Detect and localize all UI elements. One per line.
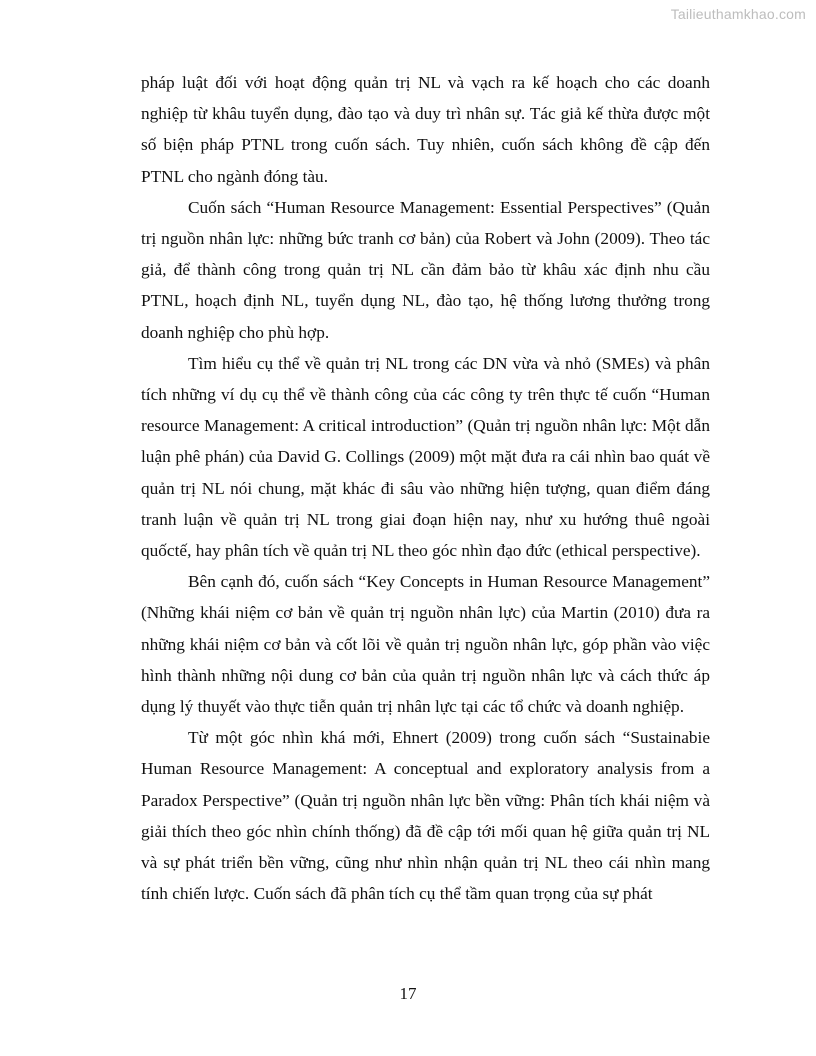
- watermark-text: Tailieuthamkhao.com: [670, 6, 806, 22]
- paragraph-1: pháp luật đối với hoạt động quản trị NL và vạch ra kế hoạch cho các doanh nghiệp từ khâu tuyển dụng, đào tạo và duy trì nhân sự. Tác giả kế thừa được một số biện pháp PTNL trong cuốn sách. Tuy nhiên, cuốn sách không đề cập đến PTNL cho ngành đóng tàu.: [141, 73, 710, 186]
- paragraph-3: Tìm hiểu cụ thể về quản trị NL trong các DN vừa và nhỏ (SMEs) và phân tích những ví dụ cụ thể về thành công của các công ty trên thực tế cuốn “Human resource Management: A critical introduction” (Quản trị nguồn nhân lực: Một dẫn luận phê phán) của David G. Collings (2009) một mặt đưa ra cái nhìn bao quát về quản trị NL nói chung, mặt khác đi sâu vào những hiện tượng, quan điểm đáng tranh luận về quản trị NL trong giai đoạn hiện nay, như xu hướng thuê ngoài quốctế, hay phân tích về quản trị NL theo góc nhìn đạo đức (ethical perspective).: [141, 353, 710, 561]
- page-number: 17: [399, 984, 417, 1003]
- paragraph-5: Từ một góc nhìn khá mới, Ehnert (2009) trong cuốn sách “Sustainabie Human Resource Management: A conceptual and exploratory analysis from a Paradox Perspective” (Quản trị nguồn nhân lực bền vững: Phân tích khái niệm và giải thích theo góc nhìn chính thống) đã đề cập tới mối quan hệ giữa quản trị NL và sự phát triển bền vững, cũng như nhìn nhận quản trị NL theo cái nhìn mang tính chiến lược. Cuốn sách đã phân tích cụ thể tầm quan trọng của sự phát: [141, 728, 710, 904]
- document-body: [141, 67, 710, 909]
- paragraph-4: Bên cạnh đó, cuốn sách “Key Concepts in Human Resource Management” (Những khái niệm cơ bản về quản trị nguồn nhân lực) của Martin (2010) đưa ra những khái niệm cơ bản và cốt lõi về quản trị nguồn nhân lực, góp phần vào việc hình thành những nội dung cơ bản của quản trị nguồn nhân lực và cách thức áp dụng lý thuyết vào thực tiễn quản trị nhân lực tại các tổ chức và doanh nghiệp.: [141, 572, 710, 717]
- paragraph-2: Cuốn sách “Human Resource Management: Essential Perspectives” (Quản trị nguồn nhân lực: những bức tranh cơ bản) của Robert và John (2009). Theo tác giả, để thành công trong quản trị NL cần đảm bảo từ khâu xác định nhu cầu PTNL, hoạch định NL, tuyển dụng NL, đào tạo, hệ thống lương thưởng trong doanh nghiệp cho phù hợp.: [141, 197, 710, 342]
